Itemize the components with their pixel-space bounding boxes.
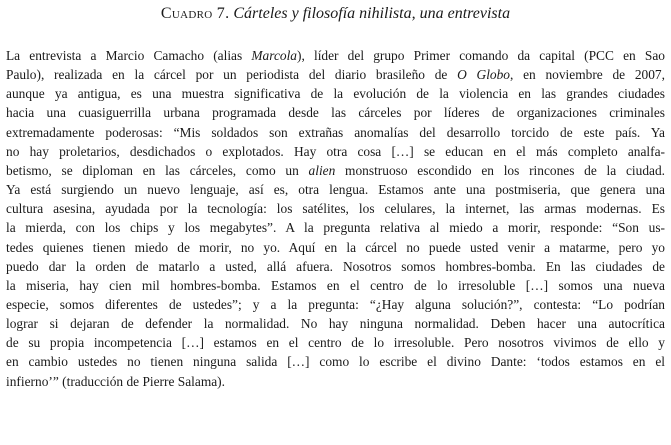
text-run: La entrevista a Marcio Camacho (alias [6, 48, 252, 63]
text-run: extremadamente poderosas: “Mis soldados son extrañas anomalías del desarrollo torcido de este país. Ya [6, 124, 665, 140]
text-run: puedo dar la orden de matarlo a usted, allá afuera. Nosotros somos hombres-bomba. En las ciudades de [6, 258, 665, 274]
text-run: monstruoso escondido en los rincones de la ciudad. [335, 162, 665, 178]
text-run: , en noviembre de 2007, [510, 67, 665, 83]
text-run: Ya está surgiendo un nuevo lenguaje, así es, otra lengua. Estamos ante una postmiseria, que genera una [6, 182, 665, 198]
text-run: en cambio ustedes no tienen ninguna salida […] como lo escribe el divino Dante: ‘todos estamos en el [6, 354, 665, 370]
text-run: la mierda, con los chips y los megabytes”. A la pregunta relativa al miedo a morir, responde: “Son us- [6, 220, 665, 236]
text-run: lograr si dejaran de defender la normalidad. No hay ninguna normalidad. Deben hacer una autocrítica [6, 316, 665, 332]
text-line [6, 276, 665, 295]
text-line [6, 65, 665, 84]
text-line [6, 372, 225, 391]
text-line [6, 84, 665, 103]
text-run: ), líder del grupo Primer comando da capital (PCC en Sao [297, 48, 665, 63]
text-line [6, 314, 665, 333]
text-run: tedes quienes tienen miedo de morir, no yo. Aquí en la cárcel no puede usted venir a matarme, pero yo [6, 239, 665, 255]
text-line [6, 199, 665, 218]
italic-text-run: alien [308, 162, 336, 178]
box-subtitle: Cárteles y filosofía nihilista, una entrevista [233, 5, 511, 22]
text-run: especie, somos diferentes de ustedes”; y a la pregunta: “¿Hay alguna solución?”, contesta: “Lo podrían [6, 296, 665, 312]
text-line [6, 103, 665, 122]
text-run: betismo, se diploman en las cárceles, como un [6, 162, 309, 178]
italic-text-run: O Globo [457, 67, 510, 83]
text-line [6, 295, 665, 314]
text-line [6, 257, 665, 276]
text-line [6, 142, 665, 161]
italic-text-run: Marcola [251, 48, 297, 63]
text-run: aunque ya antigua, es una muestra significativa de la evolución de la violencia en las grandes ciudades [6, 86, 665, 102]
text-line [6, 218, 665, 237]
text-run: Paulo), realizada en la cárcel por un periodista del diario brasileño de [6, 67, 458, 83]
box-title [0, 4, 671, 24]
text-line [6, 238, 665, 257]
text-run: de su propia incompetencia […] estamos en el centro de lo irresoluble. Pero nosotros vivimos de ello y [6, 335, 665, 351]
box-label: Cuadro 7. [160, 5, 230, 22]
text-line [6, 352, 665, 371]
text-run: cultura asesina, ayudada por la tecnología: los satélites, los celulares, la internet, las armas modernas. Es [6, 201, 665, 217]
text-line [6, 123, 665, 142]
text-line [6, 333, 665, 352]
text-line [6, 161, 665, 180]
text-run: no hay proletarios, desdichados o explotados. Hay otra cosa […] se educan en el más completo analfa- [6, 143, 665, 159]
text-run: infierno’” (traducción de Pierre Salama). [6, 373, 225, 389]
text-run: la miseria, hay cien mil hombres-bomba. Estamos en el centro de lo irresoluble […] somos una nueva [6, 277, 665, 293]
text-run: hacia una cuasiguerrilla urbana programada desde las cárceles por líderes de organizaciones criminales [6, 105, 665, 121]
text-line [6, 180, 665, 199]
text-line [6, 46, 665, 65]
